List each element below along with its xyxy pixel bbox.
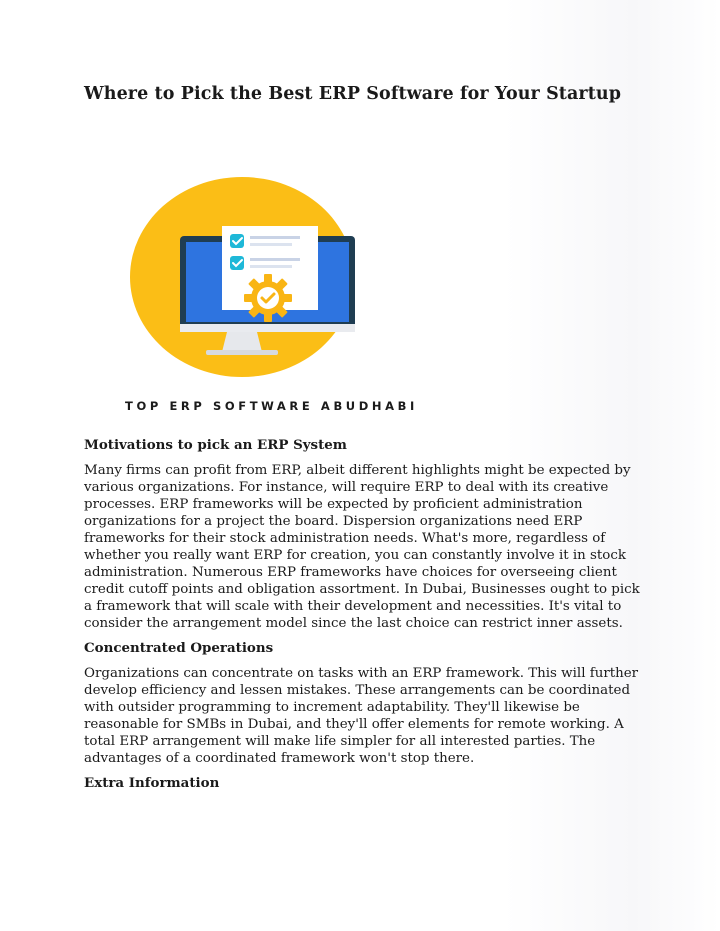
- image-caption: TOP ERP SOFTWARE ABUDHABI: [125, 399, 418, 413]
- article-body: [84, 437, 644, 800]
- section-heading-extra-information: Extra Information: [84, 775, 220, 791]
- page-title: Where to Pick the Best ERP Software for Your Startup: [84, 84, 622, 104]
- section-heading-motivations: Motivations to pick an ERP System: [84, 437, 347, 453]
- section-body-concentrated-operations: Organizations can concentrate on tasks with an ERP framework. This will further develop efficiency and lessen mistakes. These arrangements can be coordinated with outsider programming to increment adaptability. They'll likewise be reasonable for SMBs in Dubai, and they'll offer elements for remote working. A total ERP arrangement will make life simpler for all interested parties. The advantages of a coordinated framework won't stop there.: [84, 666, 639, 766]
- gear-check-icon: [244, 274, 292, 322]
- section-heading-concentrated-operations: Concentrated Operations: [84, 640, 274, 656]
- erp-monitor-illustration: [110, 170, 420, 420]
- section-body-motivations: Many firms can profit from ERP, albeit different highlights might be expected by various organizations. For instance, will require ERP to deal with its creative processes. ERP frameworks will be expected by proficient administration organizations for a project the board. Dispersion organizations need ERP frameworks for their stock administration needs. What's more, regardless of whether you really want ERP for creation, you can constantly involve it in stock administration. Numerous ERP frameworks have choices for overseeing client credit cutoff points and obligation assortment. In Dubai, Businesses ought to pick a framework that will scale with their development and necessities. It's vital to consider the arrangement model since the last choice can restrict inner assets.: [84, 463, 640, 631]
- hero-illustration: [110, 170, 420, 420]
